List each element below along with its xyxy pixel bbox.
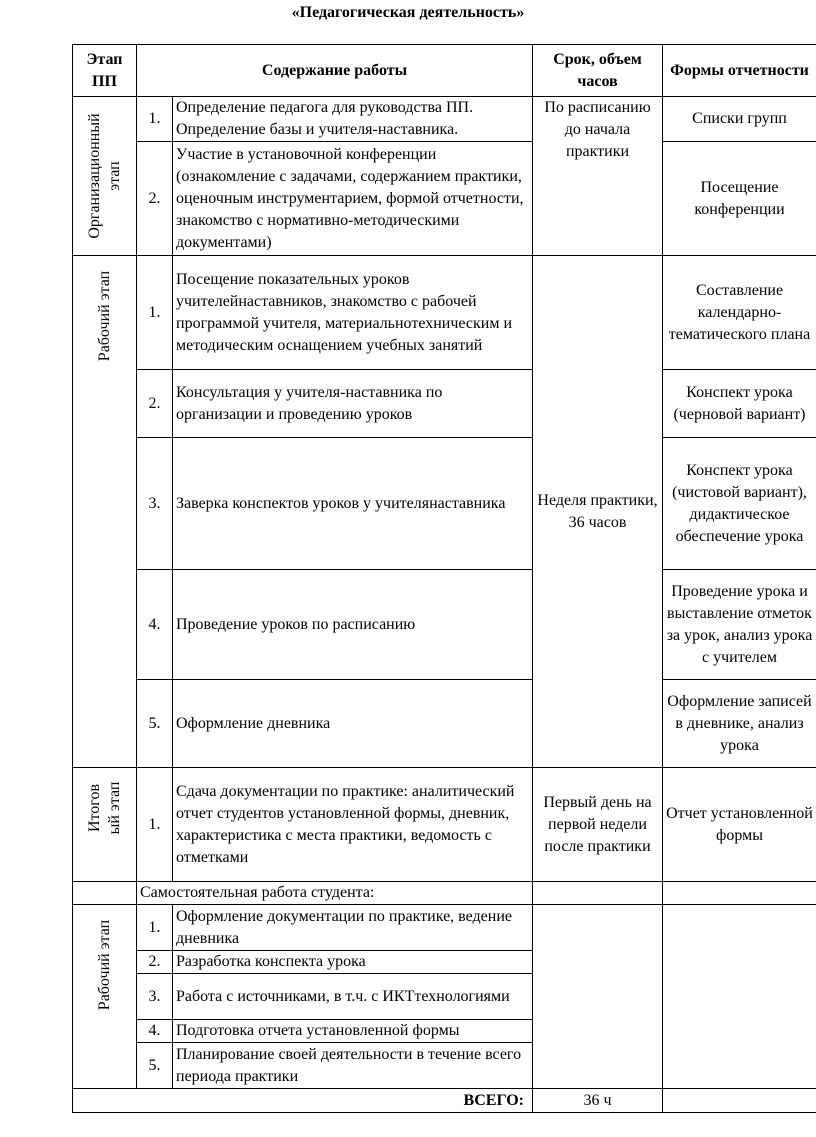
table-row	[73, 142, 816, 256]
row-number: 1.	[137, 256, 173, 370]
table-row	[73, 680, 816, 768]
row-content: Проведение уроков по расписанию	[173, 570, 533, 680]
deadline-work: Неделя практики, 36 часов	[533, 256, 663, 768]
row-content: Оформление документации по практике, ведение дневника	[173, 905, 533, 951]
table-row	[73, 570, 816, 680]
stage-label-work2: Рабочий этап	[95, 919, 113, 1011]
row-content: Работа с источниками, в т.ч. с ИКТтехнологиями	[173, 974, 533, 1020]
empty-cell	[663, 905, 816, 1089]
header-content: Содержание работы	[137, 45, 533, 97]
row-number: 2.	[137, 370, 173, 438]
row-content: Оформление дневника	[173, 680, 533, 768]
row-number: 5.	[137, 1043, 173, 1089]
row-report: Составление календарно-тематического плана	[663, 256, 816, 370]
row-report: Конспект урока (чистовой вариант), дидактическое обеспечение урока	[663, 438, 816, 570]
row-report: Отчет установленной формы	[663, 768, 816, 882]
table-row	[73, 256, 816, 370]
row-number: 1.	[137, 905, 173, 951]
total-label: ВСЕГО:	[73, 1089, 533, 1113]
row-content: Планирование своей деятельности в течение всего периода практики	[173, 1043, 533, 1089]
deadline-org: По расписанию до начала практики	[533, 97, 663, 256]
row-report: Оформление записей в дневнике, анализ урока	[663, 680, 816, 768]
total-row	[73, 1089, 816, 1113]
row-content: Сдача документации по практике: аналитический отчет студентов установленной формы, дневник, характеристика с места практики, ведомость с отметками	[173, 768, 533, 882]
empty-cell	[533, 905, 663, 1089]
row-number: 4.	[137, 1020, 173, 1043]
row-content: Подготовка отчета установленной формы	[173, 1020, 533, 1043]
stage-label-final: Итогов ый этап	[85, 781, 123, 835]
stage-cell-final	[73, 768, 137, 882]
stage-label-org: Организационный этап	[85, 113, 123, 239]
row-content: Разработка конспекта урока	[173, 951, 533, 974]
practice-plan-table	[72, 44, 816, 1113]
row-number: 3.	[137, 438, 173, 570]
row-content: Заверка конспектов уроков у учителянаставника	[173, 438, 533, 570]
row-number: 2.	[137, 142, 173, 256]
header-deadline: Срок, объем часов	[533, 45, 663, 97]
row-report: Посещение конференции	[663, 142, 816, 256]
header-report: Формы отчетности	[663, 45, 816, 97]
deadline-final: Первый день на первой недели после практики	[533, 768, 663, 882]
row-content: Посещение показательных уроков учителейнаставников, знакомство с рабочей программой учителя, материальнотехническим и методическим оснащением учебных занятий	[173, 256, 533, 370]
table-row	[73, 370, 816, 438]
self-work-row	[73, 882, 816, 905]
table-row	[73, 768, 816, 882]
table-row	[73, 97, 816, 142]
document-title: «Педагогическая деятельность»	[291, 4, 525, 21]
row-number: 3.	[137, 974, 173, 1020]
row-content: Консультация у учителя-наставника по организации и проведению уроков	[173, 370, 533, 438]
table-row	[73, 905, 816, 951]
empty-cell	[663, 1089, 816, 1113]
stage-cell-work	[73, 256, 137, 768]
row-report: Проведение урока и выставление отметок за урок, анализ урока с учителем	[663, 570, 816, 680]
empty-cell	[663, 882, 816, 905]
row-report: Списки групп	[663, 97, 816, 142]
table-row	[73, 438, 816, 570]
stage-label-work: Рабочий этап	[95, 270, 113, 362]
row-number: 1.	[137, 97, 173, 142]
row-number: 1.	[137, 768, 173, 882]
row-content: Участие в установочной конференции (ознакомление с задачами, содержанием практики, оценочным инструментарием, формой отчетности, знакомство с нормативно-методическими документами)	[173, 142, 533, 256]
row-content: Определение педагога для руководства ПП. Определение базы и учителя-наставника.	[173, 97, 533, 142]
stage-cell-org	[73, 97, 137, 256]
self-work-label: Самостоятельная работа студента:	[137, 882, 533, 905]
header-stage: Этап ПП	[73, 45, 137, 97]
empty-cell	[533, 882, 663, 905]
total-value: 36 ч	[533, 1089, 663, 1113]
empty-cell	[73, 882, 137, 905]
row-report: Конспект урока (черновой вариант)	[663, 370, 816, 438]
header-row	[73, 45, 816, 97]
row-number: 4.	[137, 570, 173, 680]
stage-cell-work2	[73, 905, 137, 1089]
row-number: 2.	[137, 951, 173, 974]
row-number: 5.	[137, 680, 173, 768]
